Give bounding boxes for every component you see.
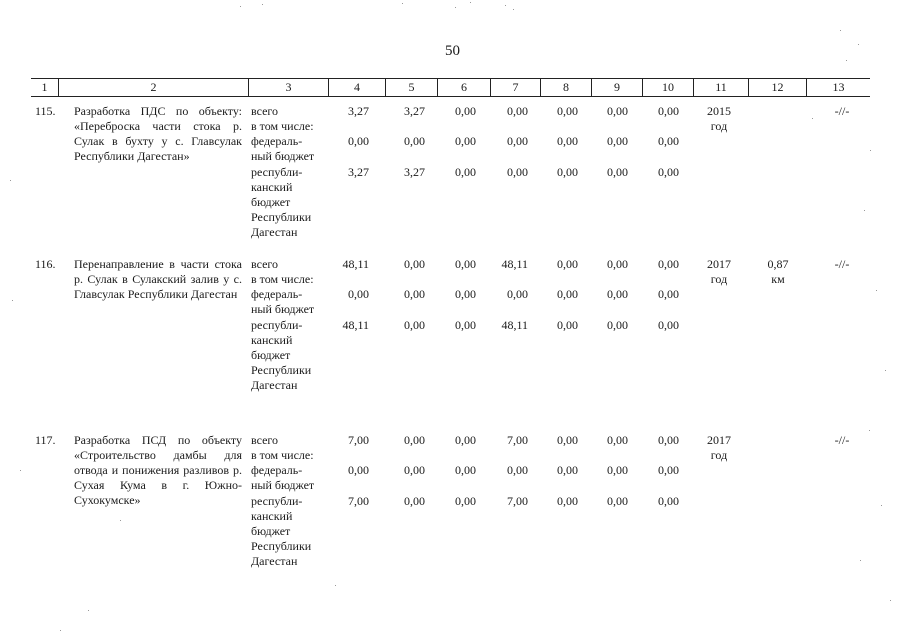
amount-col-10: 0,00 <box>658 104 679 118</box>
amount-col-9: 0,00 <box>607 433 628 447</box>
funding-source-label <box>251 463 314 493</box>
funding-source-line: в том числе: <box>251 119 314 133</box>
table-header-row <box>31 78 870 97</box>
amount-col-8: 0,00 <box>557 433 578 447</box>
column-header-11: 11 <box>693 79 748 96</box>
column-header-5: 5 <box>385 79 437 96</box>
amount-col-7: 7,00 <box>507 433 528 447</box>
completion-year-line: год <box>710 448 728 462</box>
completion-year-line: 2017 <box>707 257 731 271</box>
amount-col-9: 0,00 <box>607 104 628 118</box>
row-number: 116. <box>35 257 56 271</box>
scan-speck <box>876 290 877 291</box>
amount-col-9: 0,00 <box>607 318 628 332</box>
amount-col-5: 0,00 <box>404 257 425 271</box>
amount-col-4: 7,00 <box>348 433 369 447</box>
scan-speck <box>455 7 456 8</box>
amount-col-5: 0,00 <box>404 433 425 447</box>
amount-col-4: 0,00 <box>348 134 369 148</box>
amount-col-4: 0,00 <box>348 463 369 477</box>
funding-source-line: республи- <box>251 165 303 179</box>
funding-source-line: федераль- <box>251 287 303 301</box>
amount-col-7: 0,00 <box>507 165 528 179</box>
amount-col-6: 0,00 <box>455 104 476 118</box>
page-number: 50 <box>445 43 460 59</box>
funding-source-label <box>251 433 314 463</box>
amount-col-6: 0,00 <box>455 134 476 148</box>
scan-speck <box>402 3 403 4</box>
amount-col-8: 0,00 <box>557 494 578 508</box>
amount-col-4: 48,11 <box>342 318 369 332</box>
scan-speck <box>846 60 847 61</box>
amount-col-9: 0,00 <box>607 257 628 271</box>
column-header-4: 4 <box>328 79 385 96</box>
funding-source-line: республи- <box>251 494 303 508</box>
amount-col-10: 0,00 <box>658 318 679 332</box>
ditto-mark: -//- <box>834 433 850 447</box>
amount-col-6: 0,00 <box>455 463 476 477</box>
scan-speck <box>10 180 11 181</box>
amount-col-10: 0,00 <box>658 134 679 148</box>
amount-col-5: 0,00 <box>404 463 425 477</box>
scan-speck <box>885 370 886 371</box>
amount-col-8: 0,00 <box>557 134 578 148</box>
amount-col-7: 0,00 <box>507 287 528 301</box>
amount-col-9: 0,00 <box>607 463 628 477</box>
amount-col-4: 3,27 <box>348 165 369 179</box>
funding-source-line: Дагестан <box>251 554 298 568</box>
column-header-10: 10 <box>642 79 693 96</box>
amount-col-9: 0,00 <box>607 494 628 508</box>
column-header-2: 2 <box>58 79 248 96</box>
amount-col-5: 0,00 <box>404 134 425 148</box>
funding-source-line: Дагестан <box>251 378 298 392</box>
column-header-8: 8 <box>540 79 591 96</box>
column-header-9: 9 <box>591 79 642 96</box>
object-name: Разработка ПСД по объекту «Строительство дамбы для отвода и понижения разливов р. Сухая Кума в г. Южно-Сухокумске» <box>74 433 242 507</box>
scan-speck <box>88 610 89 611</box>
funding-source-line: ный бюджет <box>251 149 315 163</box>
funding-source-line: республи- <box>251 318 303 332</box>
funding-source-line: Республики <box>251 363 312 377</box>
completion-year-line: 2015 <box>707 104 731 118</box>
funding-source-line: в том числе: <box>251 272 314 286</box>
amount-col-8: 0,00 <box>557 257 578 271</box>
capacity-line: 0,87 <box>767 257 789 271</box>
funding-source-line: бюджет <box>251 524 291 538</box>
scan-speck <box>864 210 865 211</box>
scan-speck <box>20 470 21 471</box>
funding-source-label <box>251 104 314 134</box>
funding-source-line: канский <box>251 180 293 194</box>
ditto-mark: -//- <box>834 257 850 271</box>
object-name: Разработка ПДС по объекту: «Переброска части стока р. Сулак в бухту у с. Главсулак Республики Дагестан» <box>74 104 242 163</box>
scan-speck <box>470 2 471 3</box>
funding-source-line: всего <box>251 104 279 118</box>
scan-speck <box>240 6 241 7</box>
scan-speck <box>860 560 861 561</box>
amount-col-5: 0,00 <box>404 318 425 332</box>
scan-speck <box>812 118 813 119</box>
amount-col-6: 0,00 <box>455 257 476 271</box>
funding-source-line: канский <box>251 333 293 347</box>
funding-source-line: федераль- <box>251 463 303 477</box>
row-number: 115. <box>35 104 56 118</box>
amount-col-8: 0,00 <box>557 104 578 118</box>
scan-speck <box>840 30 841 31</box>
amount-col-10: 0,00 <box>658 433 679 447</box>
column-header-7: 7 <box>490 79 540 96</box>
funding-source-label <box>251 494 311 569</box>
amount-col-10: 0,00 <box>658 287 679 301</box>
funding-source-label <box>251 165 311 240</box>
completion-year-line: год <box>710 119 728 133</box>
completion-year <box>689 257 749 287</box>
funding-source-label <box>251 257 314 287</box>
column-header-13: 13 <box>806 79 870 96</box>
amount-col-10: 0,00 <box>658 165 679 179</box>
funding-source-label <box>251 318 311 393</box>
scan-speck <box>881 505 882 506</box>
amount-col-8: 0,00 <box>557 287 578 301</box>
amount-col-4: 0,00 <box>348 287 369 301</box>
amount-col-9: 0,00 <box>607 134 628 148</box>
scan-speck <box>869 430 870 431</box>
scan-speck <box>513 9 514 10</box>
amount-col-9: 0,00 <box>607 287 628 301</box>
amount-col-6: 0,00 <box>455 433 476 447</box>
scan-speck <box>262 4 263 5</box>
amount-col-10: 0,00 <box>658 257 679 271</box>
amount-col-6: 0,00 <box>455 165 476 179</box>
funding-source-line: Дагестан <box>251 225 298 239</box>
funding-source-line: всего <box>251 257 279 271</box>
amount-col-9: 0,00 <box>607 165 628 179</box>
funding-source-line: бюджет <box>251 195 291 209</box>
scan-speck <box>870 150 871 151</box>
row-number: 117. <box>35 433 56 447</box>
funding-source-label <box>251 134 314 164</box>
amount-col-7: 48,11 <box>501 318 528 332</box>
scan-speck <box>890 600 891 601</box>
scan-speck <box>60 630 61 631</box>
funding-source-line: в том числе: <box>251 448 314 462</box>
object-name: Перенаправление в части стока р. Сулак в Сулакский залив у с. Главсулак Республики Дагестан <box>74 257 242 301</box>
amount-col-6: 0,00 <box>455 318 476 332</box>
funding-source-line: ный бюджет <box>251 478 315 492</box>
amount-col-7: 0,00 <box>507 104 528 118</box>
column-header-12: 12 <box>748 79 806 96</box>
funding-source-line: Республики <box>251 539 312 553</box>
completion-year-line: год <box>710 272 728 286</box>
amount-col-4: 48,11 <box>342 257 369 271</box>
amount-col-6: 0,00 <box>455 494 476 508</box>
column-header-3: 3 <box>248 79 328 96</box>
completion-year-line: 2017 <box>707 433 731 447</box>
funding-source-line: федераль- <box>251 134 303 148</box>
amount-col-4: 7,00 <box>348 494 369 508</box>
amount-col-8: 0,00 <box>557 165 578 179</box>
funding-source-line: всего <box>251 433 279 447</box>
column-header-6: 6 <box>437 79 490 96</box>
capacity-line: км <box>771 272 785 286</box>
funding-source-line: канский <box>251 509 293 523</box>
funding-source-line: ный бюджет <box>251 302 315 316</box>
amount-col-7: 0,00 <box>507 134 528 148</box>
amount-col-10: 0,00 <box>658 463 679 477</box>
amount-col-5: 3,27 <box>404 165 425 179</box>
amount-col-10: 0,00 <box>658 494 679 508</box>
amount-col-8: 0,00 <box>557 318 578 332</box>
funding-source-line: бюджет <box>251 348 291 362</box>
scan-speck <box>120 520 121 521</box>
amount-col-5: 0,00 <box>404 287 425 301</box>
amount-col-6: 0,00 <box>455 287 476 301</box>
completion-year <box>689 104 749 134</box>
scan-speck <box>335 585 336 586</box>
amount-col-5: 3,27 <box>404 104 425 118</box>
amount-col-7: 0,00 <box>507 463 528 477</box>
scan-speck <box>858 44 859 45</box>
ditto-mark: -//- <box>834 104 850 118</box>
capacity <box>748 257 808 287</box>
amount-col-7: 48,11 <box>501 257 528 271</box>
amount-col-5: 0,00 <box>404 494 425 508</box>
completion-year <box>689 433 749 463</box>
funding-source-line: Республики <box>251 210 312 224</box>
scan-speck <box>12 300 13 301</box>
scan-speck <box>505 5 506 6</box>
amount-col-4: 3,27 <box>348 104 369 118</box>
funding-source-label <box>251 287 314 317</box>
column-header-1: 1 <box>41 80 48 94</box>
amount-col-8: 0,00 <box>557 463 578 477</box>
amount-col-7: 7,00 <box>507 494 528 508</box>
